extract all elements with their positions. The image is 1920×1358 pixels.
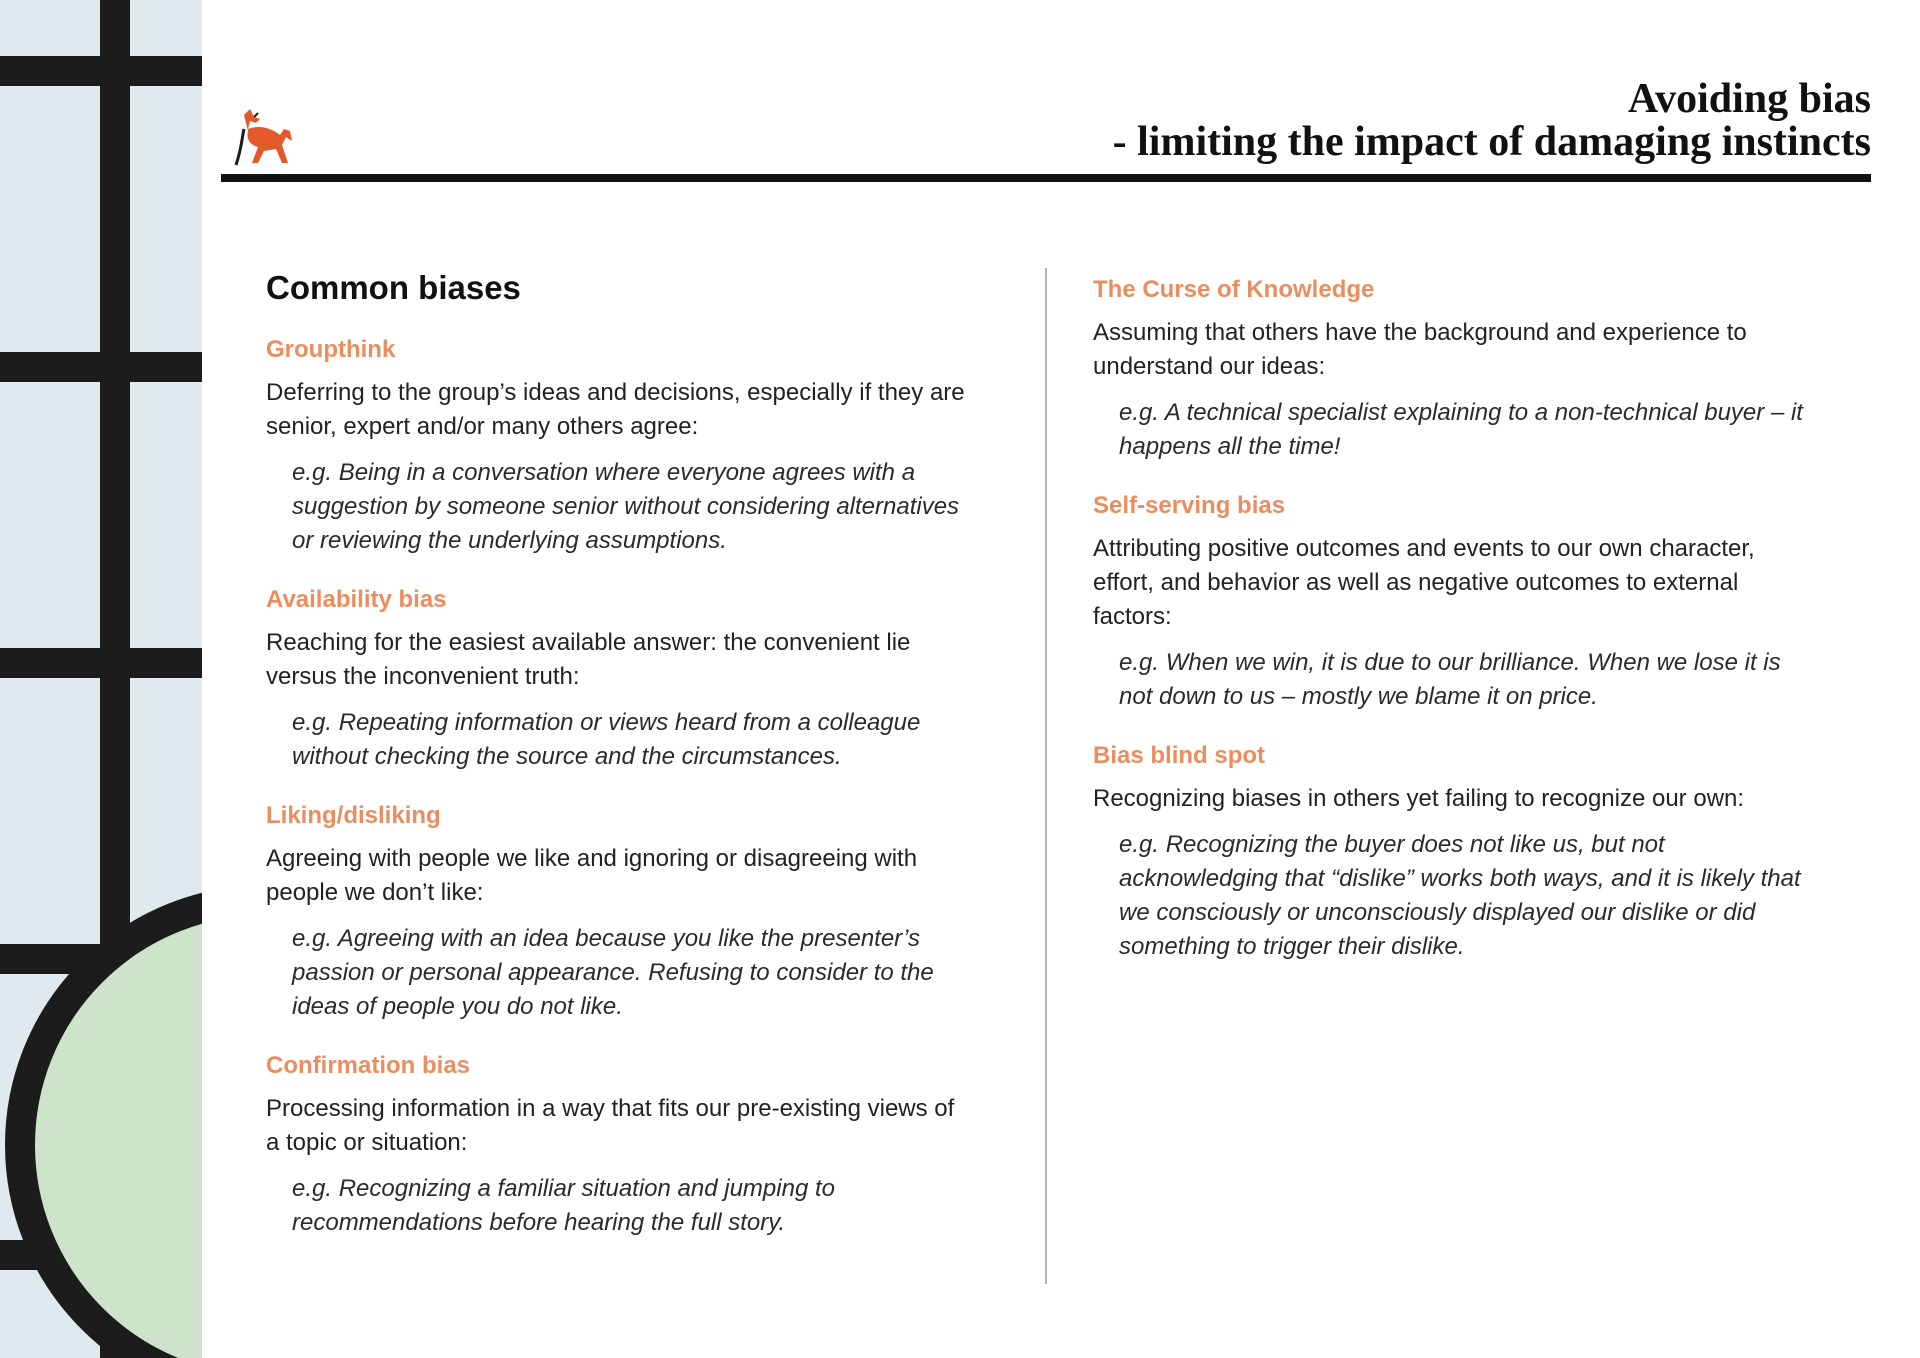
page-title	[1113, 78, 1871, 164]
bias-name: Liking/disliking	[266, 802, 441, 829]
title-line-1: Avoiding bias	[1627, 76, 1871, 122]
header-rule	[221, 174, 1871, 182]
decorative-grid-panel	[0, 0, 202, 1358]
bias-example: e.g. Agreeing with an idea because you like the presenter’s passion or personal appearance. Refusing to consider to the ideas of people you do not like.	[292, 925, 934, 1020]
bias-example: e.g. Repeating information or views heard from a colleague without checking the source and the circumstances.	[292, 709, 921, 770]
bias-liking-disliking	[266, 800, 966, 1024]
bias-name: Availability bias	[266, 586, 447, 613]
bias-availability	[266, 584, 966, 774]
bias-name: Bias blind spot	[1093, 742, 1266, 769]
bias-description: Processing information in a way that fits our pre-existing views of a topic or situation:	[266, 1095, 955, 1156]
title-line-2: - limiting the impact of damaging instincts	[1112, 119, 1871, 165]
bias-example: e.g. Being in a conversation where everyone agrees with a suggestion by someone senior without considering alternatives or reviewing the underlying assumptions.	[292, 459, 960, 554]
bias-description: Recognizing biases in others yet failing to recognize our own:	[1093, 785, 1745, 812]
bias-name: Confirmation bias	[266, 1052, 471, 1079]
bias-name: The Curse of Knowledge	[1093, 276, 1375, 303]
bias-example: e.g. Recognizing the buyer does not like us, but not acknowledging that “dislike” works both ways, and it is likely that we consciously or unconsciously displayed our dislike or did something to trigger their dislike.	[1119, 831, 1801, 960]
fox-logo-icon	[234, 107, 298, 169]
page-header	[221, 70, 1871, 182]
bias-confirmation	[266, 1050, 966, 1240]
bias-description: Attributing positive outcomes and events to our own character, effort, and behavior as well as negative outcomes to external factors:	[1093, 535, 1755, 630]
bias-description: Agreeing with people we like and ignoring or disagreeing with people we don’t like:	[266, 845, 918, 906]
column-divider	[1045, 268, 1047, 1284]
bias-self-serving	[1093, 490, 1813, 714]
bias-description: Reaching for the easiest available answer: the convenient lie versus the inconvenient truth:	[266, 629, 911, 690]
bias-description: Deferring to the group’s ideas and decisions, especially if they are senior, expert and/or many others agree:	[266, 379, 965, 440]
right-column	[1093, 274, 1813, 990]
bias-name: Groupthink	[266, 336, 396, 363]
bias-name: Self-serving bias	[1093, 492, 1286, 519]
bias-groupthink	[266, 334, 966, 558]
section-heading: Common biases	[266, 269, 521, 306]
bias-example: e.g. A technical specialist explaining to a non-technical buyer – it happens all the time!	[1119, 399, 1803, 460]
bias-curse-of-knowledge	[1093, 274, 1813, 464]
grid-circle-pattern	[0, 0, 202, 1358]
bias-example: e.g. Recognizing a familiar situation and jumping to recommendations before hearing the full story.	[292, 1175, 835, 1236]
bias-example: e.g. When we win, it is due to our brilliance. When we lose it is not down to us – mostly we blame it on price.	[1119, 649, 1781, 710]
bias-description: Assuming that others have the background and experience to understand our ideas:	[1093, 319, 1747, 380]
left-column	[266, 268, 966, 1266]
bias-blind-spot	[1093, 740, 1813, 964]
